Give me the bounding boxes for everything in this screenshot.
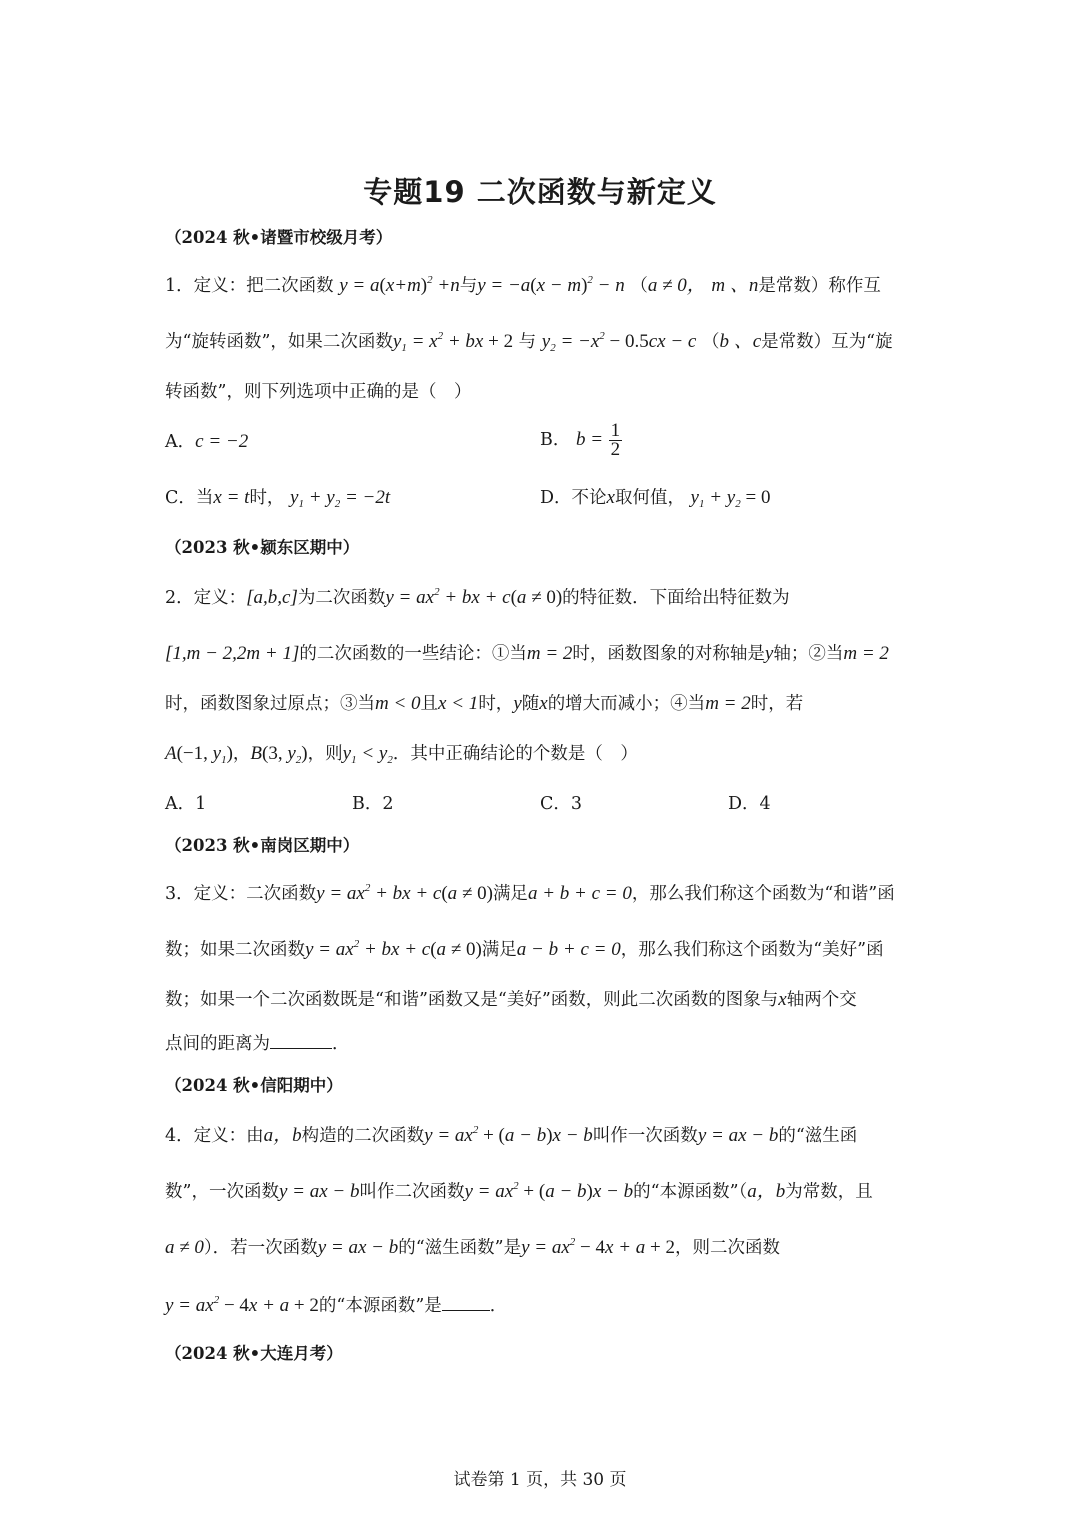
q1-line2: 为“旋转函数”，如果二次函数$y_1 = x^2$ + bx + 2 与 $y_2 = -x^2 - 0.5cx - c$ （b 、c是常数）互为“旋 bbox=[165, 330, 893, 354]
q2-option-a: A．1 bbox=[165, 794, 207, 814]
q1-option-b: B． b = $\frac{1}{2}$ bbox=[540, 420, 621, 460]
q2-line1: 2．定义：[a,b,c]为二次函数$y = ax^2$ + bx + c(a ≠ 0)的特征数．下面给出特征数为 bbox=[165, 586, 790, 608]
q3-line1: 3．定义：二次函数$y = ax^2$ + bx + c(a ≠ 0)满足a + b + c = 0，那么我们称这个函数为“和谐”函 bbox=[165, 882, 895, 904]
q5-source: （2024 秋•大连月考） bbox=[165, 1344, 343, 1363]
q2-line4: A(−1, $y_1$)，B(3, $y_2$)，则$y_1 < y_2$．其中正确结论的个数是（ ） bbox=[165, 743, 638, 766]
q3-line2: 数；如果二次函数$y = ax^2$ + bx + c(a ≠ 0)满足a − b + c = 0，那么我们称这个函数为“美好”函 bbox=[165, 938, 884, 960]
q4-line1: 4．定义：由a，b构造的二次函数$y = ax^2 + (a - b)x - b$叫作一次函数y = ax − b的“滋生函 bbox=[165, 1124, 858, 1146]
q2-option-b: B．2 bbox=[352, 794, 394, 814]
page-footer: 试卷第 1 页，共 30 页 bbox=[453, 1470, 627, 1490]
q4-line3: a ≠ 0）．若一次函数y = ax − b的“滋生函数”是$y = ax^2 - 4x + a + 2$，则二次函数 bbox=[165, 1236, 780, 1258]
q3-answer-blank bbox=[270, 1030, 332, 1049]
q4-source: （2024 秋•信阳期中） bbox=[165, 1076, 343, 1095]
q1-option-d: D．不论x取何值， $y_1 + y_2 = 0$ bbox=[540, 487, 771, 510]
q1-line3: 转函数”，则下列选项中正确的是（ ） bbox=[165, 382, 472, 402]
q4-line4: $y = ax^2 - 4x + a + 2$的“本源函数”是 ． bbox=[165, 1294, 508, 1316]
q4-line2: 数”，一次函数y = ax − b叫作二次函数$y = ax^2 + (a - b)x - b$的“本源函数”（a，b为常数，且 bbox=[165, 1180, 873, 1202]
q2-line2: [1,m − 2,2m + 1]的二次函数的一些结论：①当m = 2时，函数图象的对称轴是y轴；②当m = 2 bbox=[165, 643, 889, 664]
q1-option-c: C．当x = t时， $y_1 + y_2 = -2t$ bbox=[165, 487, 391, 510]
q4-answer-blank bbox=[442, 1292, 490, 1311]
q2-line3: 时，函数图象过原点；③当m < 0且x < 1时，y随x的增大而减小；④当m = 2时，若 bbox=[165, 693, 804, 714]
q1-line1: 1．定义：把二次函数 $y = a(x+m)^2 +n$与$y = -a(x - m)^2 - n$ （a ≠ 0， m 、n是常数）称作互 bbox=[165, 274, 881, 296]
q1-option-a: A．c = −2 bbox=[165, 431, 249, 452]
q3-source: （2023 秋•南岗区期中） bbox=[165, 836, 360, 855]
q1-source: （2024 秋•诸暨市校级月考） bbox=[165, 228, 393, 247]
q2-option-c: C．3 bbox=[540, 794, 583, 814]
q2-source: （2023 秋•颍东区期中） bbox=[165, 538, 360, 557]
q3-line3: 数；如果一个二次函数既是“和谐”函数又是“美好”函数，则此二次函数的图象与x轴两个交 bbox=[165, 989, 857, 1010]
q2-option-d: D．4 bbox=[728, 794, 771, 814]
page-title: 专题19 二次函数与新定义 bbox=[363, 175, 717, 209]
q3-line4: 点间的距离为 ． bbox=[165, 1030, 350, 1056]
